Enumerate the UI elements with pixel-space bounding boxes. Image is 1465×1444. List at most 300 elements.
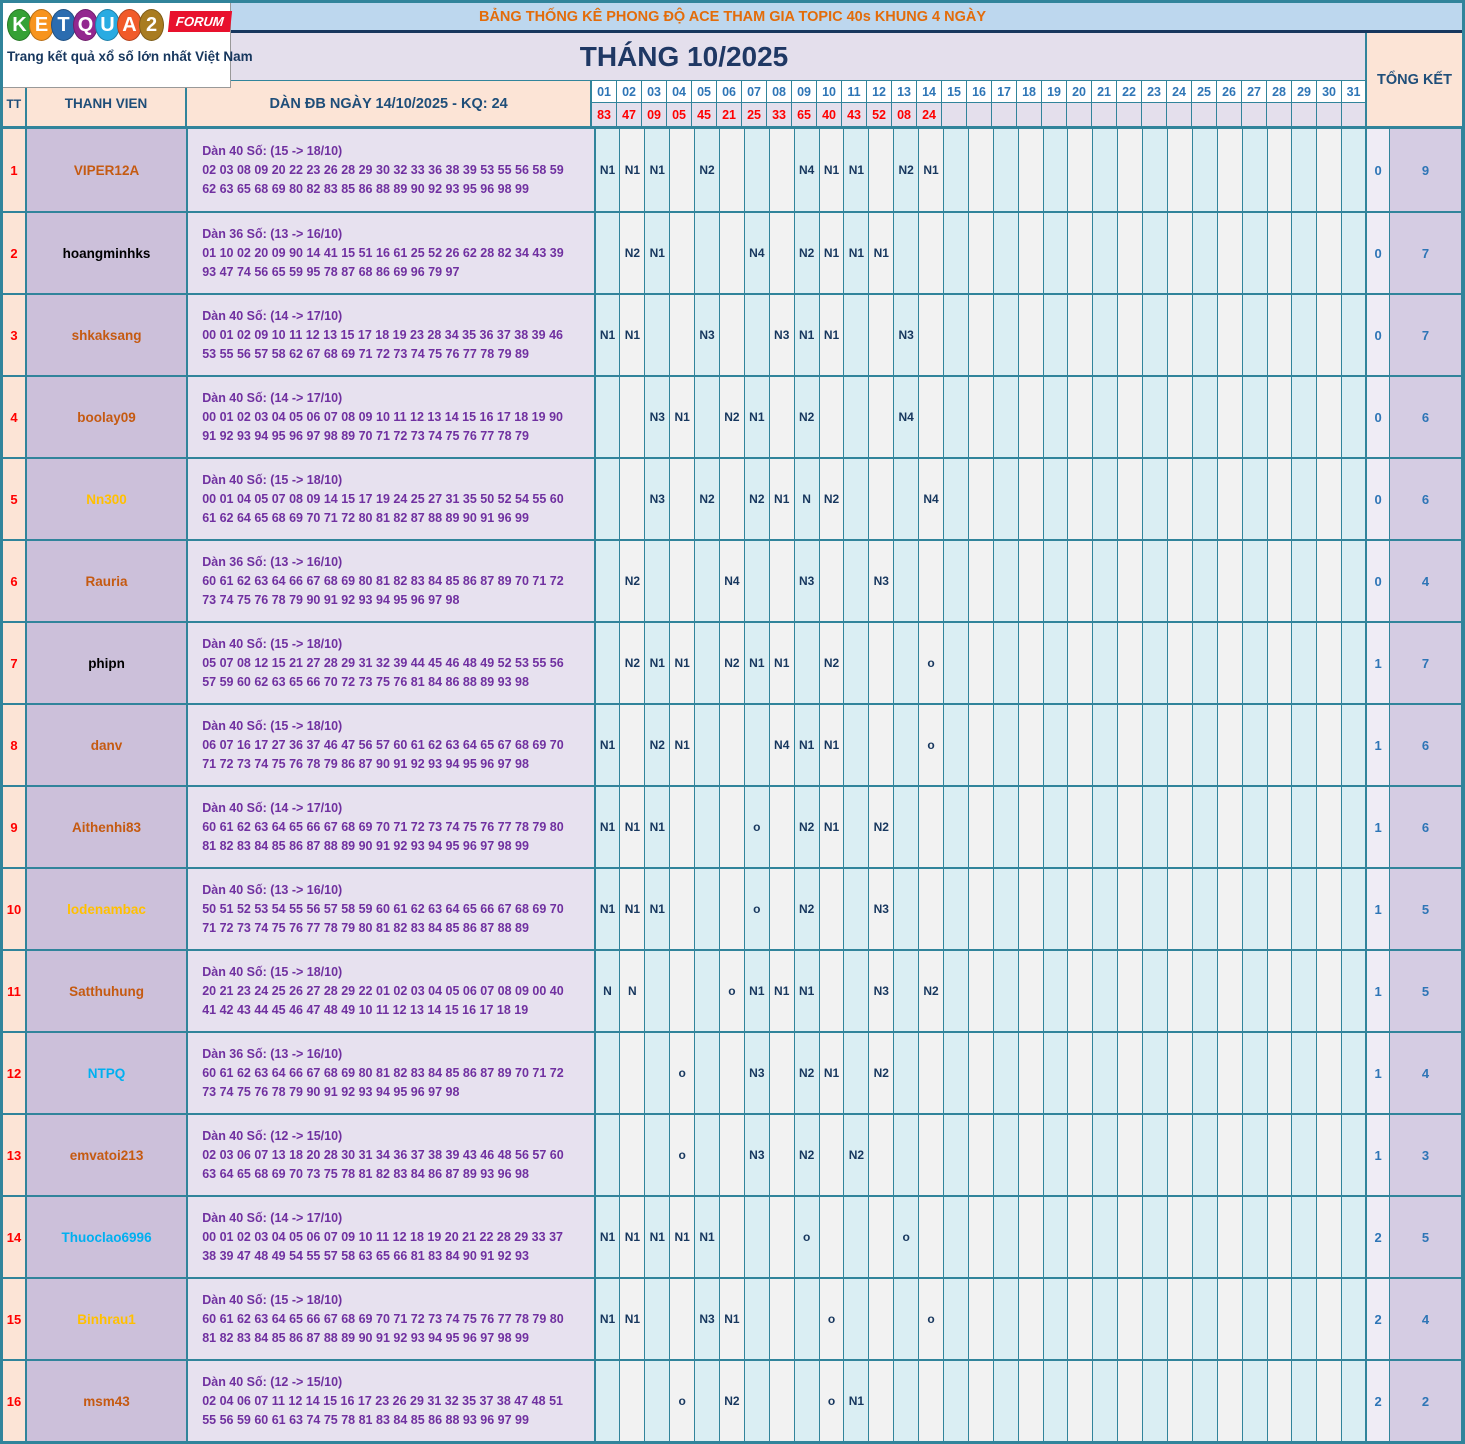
day-mark-cell-10: N1 bbox=[820, 295, 845, 375]
day-header-col-06 bbox=[717, 81, 742, 126]
table-row bbox=[3, 949, 1462, 1031]
day-mark-cell-02: N1 bbox=[620, 1197, 645, 1277]
day-mark-cell-26 bbox=[1218, 295, 1243, 375]
day-mark-cell-17 bbox=[994, 787, 1019, 867]
day-mark-cell-13: N3 bbox=[894, 295, 919, 375]
day-mark-cell-28 bbox=[1268, 1361, 1293, 1441]
day-mark-cell-26 bbox=[1218, 1279, 1243, 1359]
day-mark-cell-06: N1 bbox=[720, 1279, 745, 1359]
day-mark-cell-09: N1 bbox=[795, 705, 820, 785]
dan-line: 57 59 60 62 63 65 66 70 72 73 75 76 81 84 86 88 89 93 98 bbox=[202, 674, 529, 689]
day-mark-cell-02: N2 bbox=[620, 541, 645, 621]
day-mark-cell-28 bbox=[1268, 1115, 1293, 1195]
day-mark-cell-24 bbox=[1168, 541, 1193, 621]
day-mark-cell-27 bbox=[1243, 377, 1268, 457]
day-mark-cell-28 bbox=[1268, 623, 1293, 703]
day-result bbox=[1242, 103, 1266, 126]
day-mark-cell-13: o bbox=[894, 1197, 919, 1277]
day-result bbox=[1092, 103, 1116, 126]
day-mark-cell-11 bbox=[844, 1279, 869, 1359]
day-mark-cell-06 bbox=[720, 787, 745, 867]
day-number: 10 bbox=[817, 81, 841, 103]
day-mark-cell-02: N2 bbox=[620, 623, 645, 703]
row-index: 14 bbox=[3, 1197, 27, 1277]
member-name: Thuoclao6996 bbox=[27, 1197, 188, 1277]
day-mark-cell-30 bbox=[1317, 1279, 1342, 1359]
day-mark-cell-19 bbox=[1044, 1361, 1069, 1441]
table-row bbox=[3, 621, 1462, 703]
member-name: Binhrau1 bbox=[27, 1279, 188, 1359]
day-mark-cell-11: N1 bbox=[844, 1361, 869, 1441]
day-mark-cell-12 bbox=[869, 295, 894, 375]
day-mark-cell-24 bbox=[1168, 1033, 1193, 1113]
total-miss-count: 1 bbox=[1367, 705, 1390, 785]
day-mark-cell-03 bbox=[645, 1361, 670, 1441]
day-number: 11 bbox=[842, 81, 866, 103]
day-mark-cell-17 bbox=[994, 1033, 1019, 1113]
day-mark-cell-14 bbox=[919, 377, 944, 457]
dan-title: Dàn 40 Số: (12 -> 15/10) bbox=[202, 1128, 343, 1143]
day-header-col-10 bbox=[817, 81, 842, 126]
day-mark-cell-09: N4 bbox=[795, 129, 820, 211]
day-mark-cell-02: N1 bbox=[620, 295, 645, 375]
day-mark-cell-15 bbox=[944, 295, 969, 375]
logo-tagline: Trang kết quả xổ số lớn nhất Việt Nam bbox=[7, 49, 253, 64]
dan-line: 55 56 59 60 61 63 74 75 78 81 83 84 85 86 88 93 96 97 99 bbox=[202, 1412, 529, 1427]
row-index: 6 bbox=[3, 541, 27, 621]
dan-line: 53 55 56 57 58 62 67 68 69 71 72 73 74 75 76 77 78 79 89 bbox=[202, 346, 529, 361]
day-mark-cell-20 bbox=[1068, 787, 1093, 867]
day-mark-cell-13 bbox=[894, 213, 919, 293]
day-header-col-25 bbox=[1192, 81, 1217, 126]
day-mark-cell-26 bbox=[1218, 1361, 1243, 1441]
day-mark-cell-05 bbox=[695, 1115, 720, 1195]
dan-line: 93 47 74 56 65 59 95 78 87 68 86 69 96 79 97 bbox=[202, 264, 460, 279]
day-header-col-16 bbox=[967, 81, 992, 126]
member-name: NTPQ bbox=[27, 1033, 188, 1113]
day-mark-cell-15 bbox=[944, 705, 969, 785]
day-mark-cell-14 bbox=[919, 1115, 944, 1195]
day-mark-cell-30 bbox=[1317, 951, 1342, 1031]
day-mark-cell-09: N3 bbox=[795, 541, 820, 621]
day-mark-cell-23 bbox=[1143, 129, 1168, 211]
dan-line: 00 01 02 09 10 11 12 13 15 17 18 19 23 28 34 35 36 37 38 39 46 bbox=[202, 327, 563, 342]
day-mark-cell-21 bbox=[1093, 295, 1118, 375]
day-mark-cell-21 bbox=[1093, 869, 1118, 949]
day-mark-cell-16 bbox=[969, 623, 994, 703]
day-mark-cell-29 bbox=[1292, 787, 1317, 867]
day-mark-cell-13 bbox=[894, 869, 919, 949]
day-result: 08 bbox=[892, 103, 916, 126]
day-mark-cell-19 bbox=[1044, 787, 1069, 867]
row-index: 2 bbox=[3, 213, 27, 293]
day-mark-cell-16 bbox=[969, 377, 994, 457]
day-mark-cell-09: N1 bbox=[795, 295, 820, 375]
day-mark-cell-01 bbox=[596, 1115, 621, 1195]
day-mark-cell-21 bbox=[1093, 623, 1118, 703]
day-mark-cell-07 bbox=[745, 129, 770, 211]
day-number: 27 bbox=[1242, 81, 1266, 103]
day-mark-cell-22 bbox=[1118, 213, 1143, 293]
dan-numbers-cell bbox=[188, 1197, 595, 1277]
day-mark-cell-18 bbox=[1019, 623, 1044, 703]
day-mark-cell-08 bbox=[770, 1279, 795, 1359]
day-mark-cell-26 bbox=[1218, 129, 1243, 211]
day-mark-cell-22 bbox=[1118, 951, 1143, 1031]
day-mark-cell-17 bbox=[994, 705, 1019, 785]
day-mark-cell-06: o bbox=[720, 951, 745, 1031]
day-mark-cell-24 bbox=[1168, 1279, 1193, 1359]
day-mark-cell-13 bbox=[894, 459, 919, 539]
day-header-col-05 bbox=[692, 81, 717, 126]
day-mark-cell-15 bbox=[944, 129, 969, 211]
dan-line: 60 61 62 63 64 66 67 68 69 80 81 82 83 84 85 86 87 89 70 71 72 bbox=[202, 573, 564, 588]
day-mark-cell-31 bbox=[1342, 787, 1367, 867]
day-mark-cell-08 bbox=[770, 1361, 795, 1441]
day-mark-cell-11 bbox=[844, 377, 869, 457]
day-mark-cell-08 bbox=[770, 129, 795, 211]
day-header-col-11 bbox=[842, 81, 867, 126]
dan-numbers-cell bbox=[188, 1033, 595, 1113]
day-header-col-07 bbox=[742, 81, 767, 126]
row-index: 12 bbox=[3, 1033, 27, 1113]
day-mark-cell-20 bbox=[1068, 1279, 1093, 1359]
total-win-count: 3 bbox=[1390, 1115, 1462, 1195]
day-header-col-23 bbox=[1142, 81, 1167, 126]
day-mark-cell-11 bbox=[844, 459, 869, 539]
day-mark-cell-02: N1 bbox=[620, 787, 645, 867]
day-mark-cell-01: N1 bbox=[596, 295, 621, 375]
day-mark-cell-03 bbox=[645, 1033, 670, 1113]
day-number: 09 bbox=[792, 81, 816, 103]
dan-title: Dàn 40 Số: (14 -> 17/10) bbox=[202, 390, 343, 405]
day-mark-cell-12 bbox=[869, 377, 894, 457]
day-mark-cell-10: N1 bbox=[820, 1033, 845, 1113]
day-mark-cell-24 bbox=[1168, 129, 1193, 211]
day-mark-cell-10 bbox=[820, 869, 845, 949]
day-mark-cell-25 bbox=[1193, 1033, 1218, 1113]
dan-title: Dàn 40 Số: (15 -> 18/10) bbox=[202, 1292, 343, 1307]
dan-line: 91 92 93 94 95 96 97 98 89 70 71 72 73 74 75 76 77 78 79 bbox=[202, 428, 529, 443]
day-mark-cell-22 bbox=[1118, 129, 1143, 211]
day-mark-cell-05 bbox=[695, 1361, 720, 1441]
day-mark-cell-17 bbox=[994, 1279, 1019, 1359]
day-mark-cell-30 bbox=[1317, 1361, 1342, 1441]
day-mark-cell-06: N2 bbox=[720, 623, 745, 703]
day-result bbox=[1167, 103, 1191, 126]
day-mark-cell-03: N1 bbox=[645, 1197, 670, 1277]
day-mark-cell-16 bbox=[969, 1197, 994, 1277]
day-mark-cell-15 bbox=[944, 623, 969, 703]
logo-letter: E bbox=[29, 9, 54, 41]
day-mark-cell-16 bbox=[969, 1279, 994, 1359]
dan-line: 62 63 65 68 69 80 82 83 85 86 88 89 90 92 93 95 96 98 99 bbox=[202, 181, 529, 196]
day-mark-cell-04: o bbox=[670, 1033, 695, 1113]
day-result: 83 bbox=[592, 103, 616, 126]
day-mark-cell-01: N1 bbox=[596, 787, 621, 867]
day-mark-cell-05 bbox=[695, 705, 720, 785]
total-miss-count: 1 bbox=[1367, 1115, 1390, 1195]
day-mark-cell-08 bbox=[770, 869, 795, 949]
dan-line: 73 74 75 76 78 79 90 91 92 93 94 95 96 97 98 bbox=[202, 1084, 460, 1099]
day-mark-cell-21 bbox=[1093, 1279, 1118, 1359]
month-title: THÁNG 10/2025 bbox=[579, 40, 789, 72]
day-mark-cell-25 bbox=[1193, 377, 1218, 457]
day-mark-cell-03 bbox=[645, 541, 670, 621]
day-mark-cell-22 bbox=[1118, 705, 1143, 785]
row-index: 16 bbox=[3, 1361, 27, 1441]
day-mark-cell-08: N1 bbox=[770, 459, 795, 539]
day-mark-cell-18 bbox=[1019, 459, 1044, 539]
day-mark-cell-15 bbox=[944, 951, 969, 1031]
day-number: 01 bbox=[592, 81, 616, 103]
day-header-col-27 bbox=[1242, 81, 1267, 126]
day-mark-cell-31 bbox=[1342, 213, 1367, 293]
day-mark-cell-27 bbox=[1243, 1361, 1268, 1441]
day-mark-cell-14 bbox=[919, 869, 944, 949]
day-mark-cell-01: N1 bbox=[596, 1197, 621, 1277]
day-result: 52 bbox=[867, 103, 891, 126]
day-mark-cell-03 bbox=[645, 1279, 670, 1359]
member-name: Aithenhi83 bbox=[27, 787, 188, 867]
day-mark-cell-09: N1 bbox=[795, 951, 820, 1031]
day-mark-cell-18 bbox=[1019, 1279, 1044, 1359]
day-mark-cell-07: N1 bbox=[745, 377, 770, 457]
day-mark-cell-12 bbox=[869, 129, 894, 211]
day-mark-cell-04 bbox=[670, 459, 695, 539]
day-mark-cell-06 bbox=[720, 869, 745, 949]
day-mark-cell-31 bbox=[1342, 1361, 1367, 1441]
member-name: Nn300 bbox=[27, 459, 188, 539]
day-mark-cell-30 bbox=[1317, 787, 1342, 867]
day-mark-cell-20 bbox=[1068, 1033, 1093, 1113]
day-result: 47 bbox=[617, 103, 641, 126]
day-mark-cell-21 bbox=[1093, 377, 1118, 457]
day-mark-cell-27 bbox=[1243, 295, 1268, 375]
col-header-dan: DÀN ĐB NGÀY 14/10/2025 - KQ: 24 bbox=[187, 81, 592, 126]
day-mark-cell-03: N2 bbox=[645, 705, 670, 785]
day-mark-cell-25 bbox=[1193, 213, 1218, 293]
day-mark-cell-27 bbox=[1243, 1197, 1268, 1277]
day-mark-cell-27 bbox=[1243, 623, 1268, 703]
day-mark-cell-01 bbox=[596, 377, 621, 457]
day-mark-cell-12 bbox=[869, 623, 894, 703]
forum-badge: FORUM bbox=[168, 11, 232, 32]
day-number: 03 bbox=[642, 81, 666, 103]
day-mark-cell-17 bbox=[994, 541, 1019, 621]
day-mark-cell-04: N1 bbox=[670, 377, 695, 457]
day-mark-cell-21 bbox=[1093, 213, 1118, 293]
day-mark-cell-10: N2 bbox=[820, 459, 845, 539]
day-result: 45 bbox=[692, 103, 716, 126]
day-mark-cell-08 bbox=[770, 1115, 795, 1195]
day-number: 29 bbox=[1292, 81, 1316, 103]
day-header-columns bbox=[592, 81, 1367, 126]
day-mark-cell-18 bbox=[1019, 129, 1044, 211]
day-mark-cell-28 bbox=[1268, 869, 1293, 949]
day-mark-cell-09: o bbox=[795, 1197, 820, 1277]
logo-letter: Q bbox=[73, 9, 98, 41]
day-mark-cell-16 bbox=[969, 787, 994, 867]
day-mark-cell-08 bbox=[770, 787, 795, 867]
day-mark-cell-23 bbox=[1143, 213, 1168, 293]
member-name: msm43 bbox=[27, 1361, 188, 1441]
day-mark-cell-13: N2 bbox=[894, 129, 919, 211]
total-miss-count: 0 bbox=[1367, 377, 1390, 457]
total-miss-count: 1 bbox=[1367, 787, 1390, 867]
day-mark-cell-25 bbox=[1193, 295, 1218, 375]
day-mark-cell-22 bbox=[1118, 1197, 1143, 1277]
day-mark-cell-02 bbox=[620, 1115, 645, 1195]
day-mark-cell-20 bbox=[1068, 623, 1093, 703]
day-mark-cell-19 bbox=[1044, 459, 1069, 539]
day-mark-cell-12 bbox=[869, 1361, 894, 1441]
day-number: 16 bbox=[967, 81, 991, 103]
day-mark-cell-04 bbox=[670, 951, 695, 1031]
member-name: boolay09 bbox=[27, 377, 188, 457]
table-row bbox=[3, 1113, 1462, 1195]
day-mark-cell-11 bbox=[844, 295, 869, 375]
day-mark-cell-22 bbox=[1118, 623, 1143, 703]
day-mark-cell-21 bbox=[1093, 459, 1118, 539]
day-mark-cell-24 bbox=[1168, 787, 1193, 867]
col-header-total: TỔNG KẾT bbox=[1367, 33, 1462, 126]
day-mark-cell-17 bbox=[994, 1197, 1019, 1277]
day-mark-cell-25 bbox=[1193, 1197, 1218, 1277]
day-mark-cell-27 bbox=[1243, 1033, 1268, 1113]
dan-line: 02 03 06 07 13 18 20 28 30 31 34 36 37 38 39 43 46 48 56 57 60 bbox=[202, 1147, 564, 1162]
day-result bbox=[1217, 103, 1241, 126]
day-mark-cell-09: N2 bbox=[795, 1115, 820, 1195]
total-miss-count: 0 bbox=[1367, 129, 1390, 211]
day-mark-cell-12: N3 bbox=[869, 541, 894, 621]
day-mark-cell-10: o bbox=[820, 1279, 845, 1359]
member-name: emvatoi213 bbox=[27, 1115, 188, 1195]
day-mark-cell-13 bbox=[894, 787, 919, 867]
dan-line: 50 51 52 53 54 55 56 57 58 59 60 61 62 63 64 65 66 67 68 69 70 bbox=[202, 901, 564, 916]
day-mark-cell-09: N2 bbox=[795, 787, 820, 867]
day-mark-cell-30 bbox=[1317, 623, 1342, 703]
day-mark-cell-04 bbox=[670, 295, 695, 375]
day-mark-cell-06 bbox=[720, 705, 745, 785]
day-result bbox=[1342, 103, 1365, 126]
day-header-col-26 bbox=[1217, 81, 1242, 126]
day-mark-cell-30 bbox=[1317, 129, 1342, 211]
day-number: 15 bbox=[942, 81, 966, 103]
day-number: 23 bbox=[1142, 81, 1166, 103]
day-mark-cell-20 bbox=[1068, 377, 1093, 457]
day-mark-cell-11 bbox=[844, 787, 869, 867]
day-mark-cell-03: N3 bbox=[645, 459, 670, 539]
member-rows bbox=[3, 126, 1462, 1441]
day-result: 25 bbox=[742, 103, 766, 126]
day-mark-cell-28 bbox=[1268, 541, 1293, 621]
day-mark-cell-27 bbox=[1243, 213, 1268, 293]
row-index: 15 bbox=[3, 1279, 27, 1359]
day-result: 43 bbox=[842, 103, 866, 126]
day-mark-cell-30 bbox=[1317, 377, 1342, 457]
total-miss-count: 1 bbox=[1367, 1033, 1390, 1113]
dan-title: Dàn 40 Số: (14 -> 17/10) bbox=[202, 800, 343, 815]
day-mark-cell-10: N1 bbox=[820, 213, 845, 293]
day-mark-cell-08 bbox=[770, 377, 795, 457]
day-mark-cell-19 bbox=[1044, 129, 1069, 211]
day-mark-cell-19 bbox=[1044, 869, 1069, 949]
day-mark-cell-02: N1 bbox=[620, 1279, 645, 1359]
day-number: 30 bbox=[1317, 81, 1341, 103]
day-mark-cell-18 bbox=[1019, 541, 1044, 621]
day-result bbox=[1142, 103, 1166, 126]
day-mark-cell-03: N1 bbox=[645, 623, 670, 703]
day-mark-cell-04 bbox=[670, 541, 695, 621]
day-mark-cell-10: N1 bbox=[820, 129, 845, 211]
day-mark-cell-23 bbox=[1143, 623, 1168, 703]
day-mark-cell-03 bbox=[645, 295, 670, 375]
day-mark-cell-11 bbox=[844, 1197, 869, 1277]
day-mark-cell-02 bbox=[620, 1361, 645, 1441]
day-header-col-04 bbox=[667, 81, 692, 126]
day-mark-cell-30 bbox=[1317, 295, 1342, 375]
day-mark-cell-01 bbox=[596, 623, 621, 703]
day-mark-cell-25 bbox=[1193, 1361, 1218, 1441]
day-mark-cell-24 bbox=[1168, 1197, 1193, 1277]
day-mark-cell-13 bbox=[894, 951, 919, 1031]
day-number: 24 bbox=[1167, 81, 1191, 103]
day-header-col-30 bbox=[1317, 81, 1342, 126]
table-row bbox=[3, 1031, 1462, 1113]
day-mark-cell-19 bbox=[1044, 541, 1069, 621]
day-mark-cell-01: N1 bbox=[596, 129, 621, 211]
day-mark-cell-14: N1 bbox=[919, 129, 944, 211]
day-number: 05 bbox=[692, 81, 716, 103]
day-mark-cell-13 bbox=[894, 623, 919, 703]
day-number: 02 bbox=[617, 81, 641, 103]
day-mark-cell-19 bbox=[1044, 377, 1069, 457]
day-mark-cell-28 bbox=[1268, 1197, 1293, 1277]
logo-letter: A bbox=[117, 9, 142, 41]
day-mark-cell-09: N2 bbox=[795, 869, 820, 949]
day-mark-cell-20 bbox=[1068, 951, 1093, 1031]
day-mark-cell-14: o bbox=[919, 623, 944, 703]
day-mark-cell-29 bbox=[1292, 1279, 1317, 1359]
day-mark-cell-30 bbox=[1317, 459, 1342, 539]
day-mark-cell-10 bbox=[820, 1115, 845, 1195]
day-mark-cell-19 bbox=[1044, 295, 1069, 375]
day-mark-cell-08 bbox=[770, 541, 795, 621]
day-mark-cell-26 bbox=[1218, 951, 1243, 1031]
dan-title: Dàn 40 Số: (13 -> 16/10) bbox=[202, 882, 343, 897]
day-mark-cell-06: N2 bbox=[720, 1361, 745, 1441]
day-mark-cell-09 bbox=[795, 1279, 820, 1359]
day-header-col-19 bbox=[1042, 81, 1067, 126]
day-mark-cell-17 bbox=[994, 951, 1019, 1031]
day-mark-cell-24 bbox=[1168, 705, 1193, 785]
total-win-count: 4 bbox=[1390, 1279, 1462, 1359]
day-mark-cell-09: N2 bbox=[795, 1033, 820, 1113]
day-mark-cell-12: N3 bbox=[869, 951, 894, 1031]
day-header-col-20 bbox=[1067, 81, 1092, 126]
total-win-count: 5 bbox=[1390, 869, 1462, 949]
day-mark-cell-18 bbox=[1019, 705, 1044, 785]
dan-numbers-cell bbox=[188, 1279, 595, 1359]
day-mark-cell-04 bbox=[670, 129, 695, 211]
day-mark-cell-19 bbox=[1044, 1115, 1069, 1195]
day-result bbox=[1292, 103, 1316, 126]
day-mark-cell-05 bbox=[695, 951, 720, 1031]
day-mark-cell-29 bbox=[1292, 1361, 1317, 1441]
dan-numbers-cell bbox=[188, 213, 595, 293]
day-mark-cell-10 bbox=[820, 951, 845, 1031]
